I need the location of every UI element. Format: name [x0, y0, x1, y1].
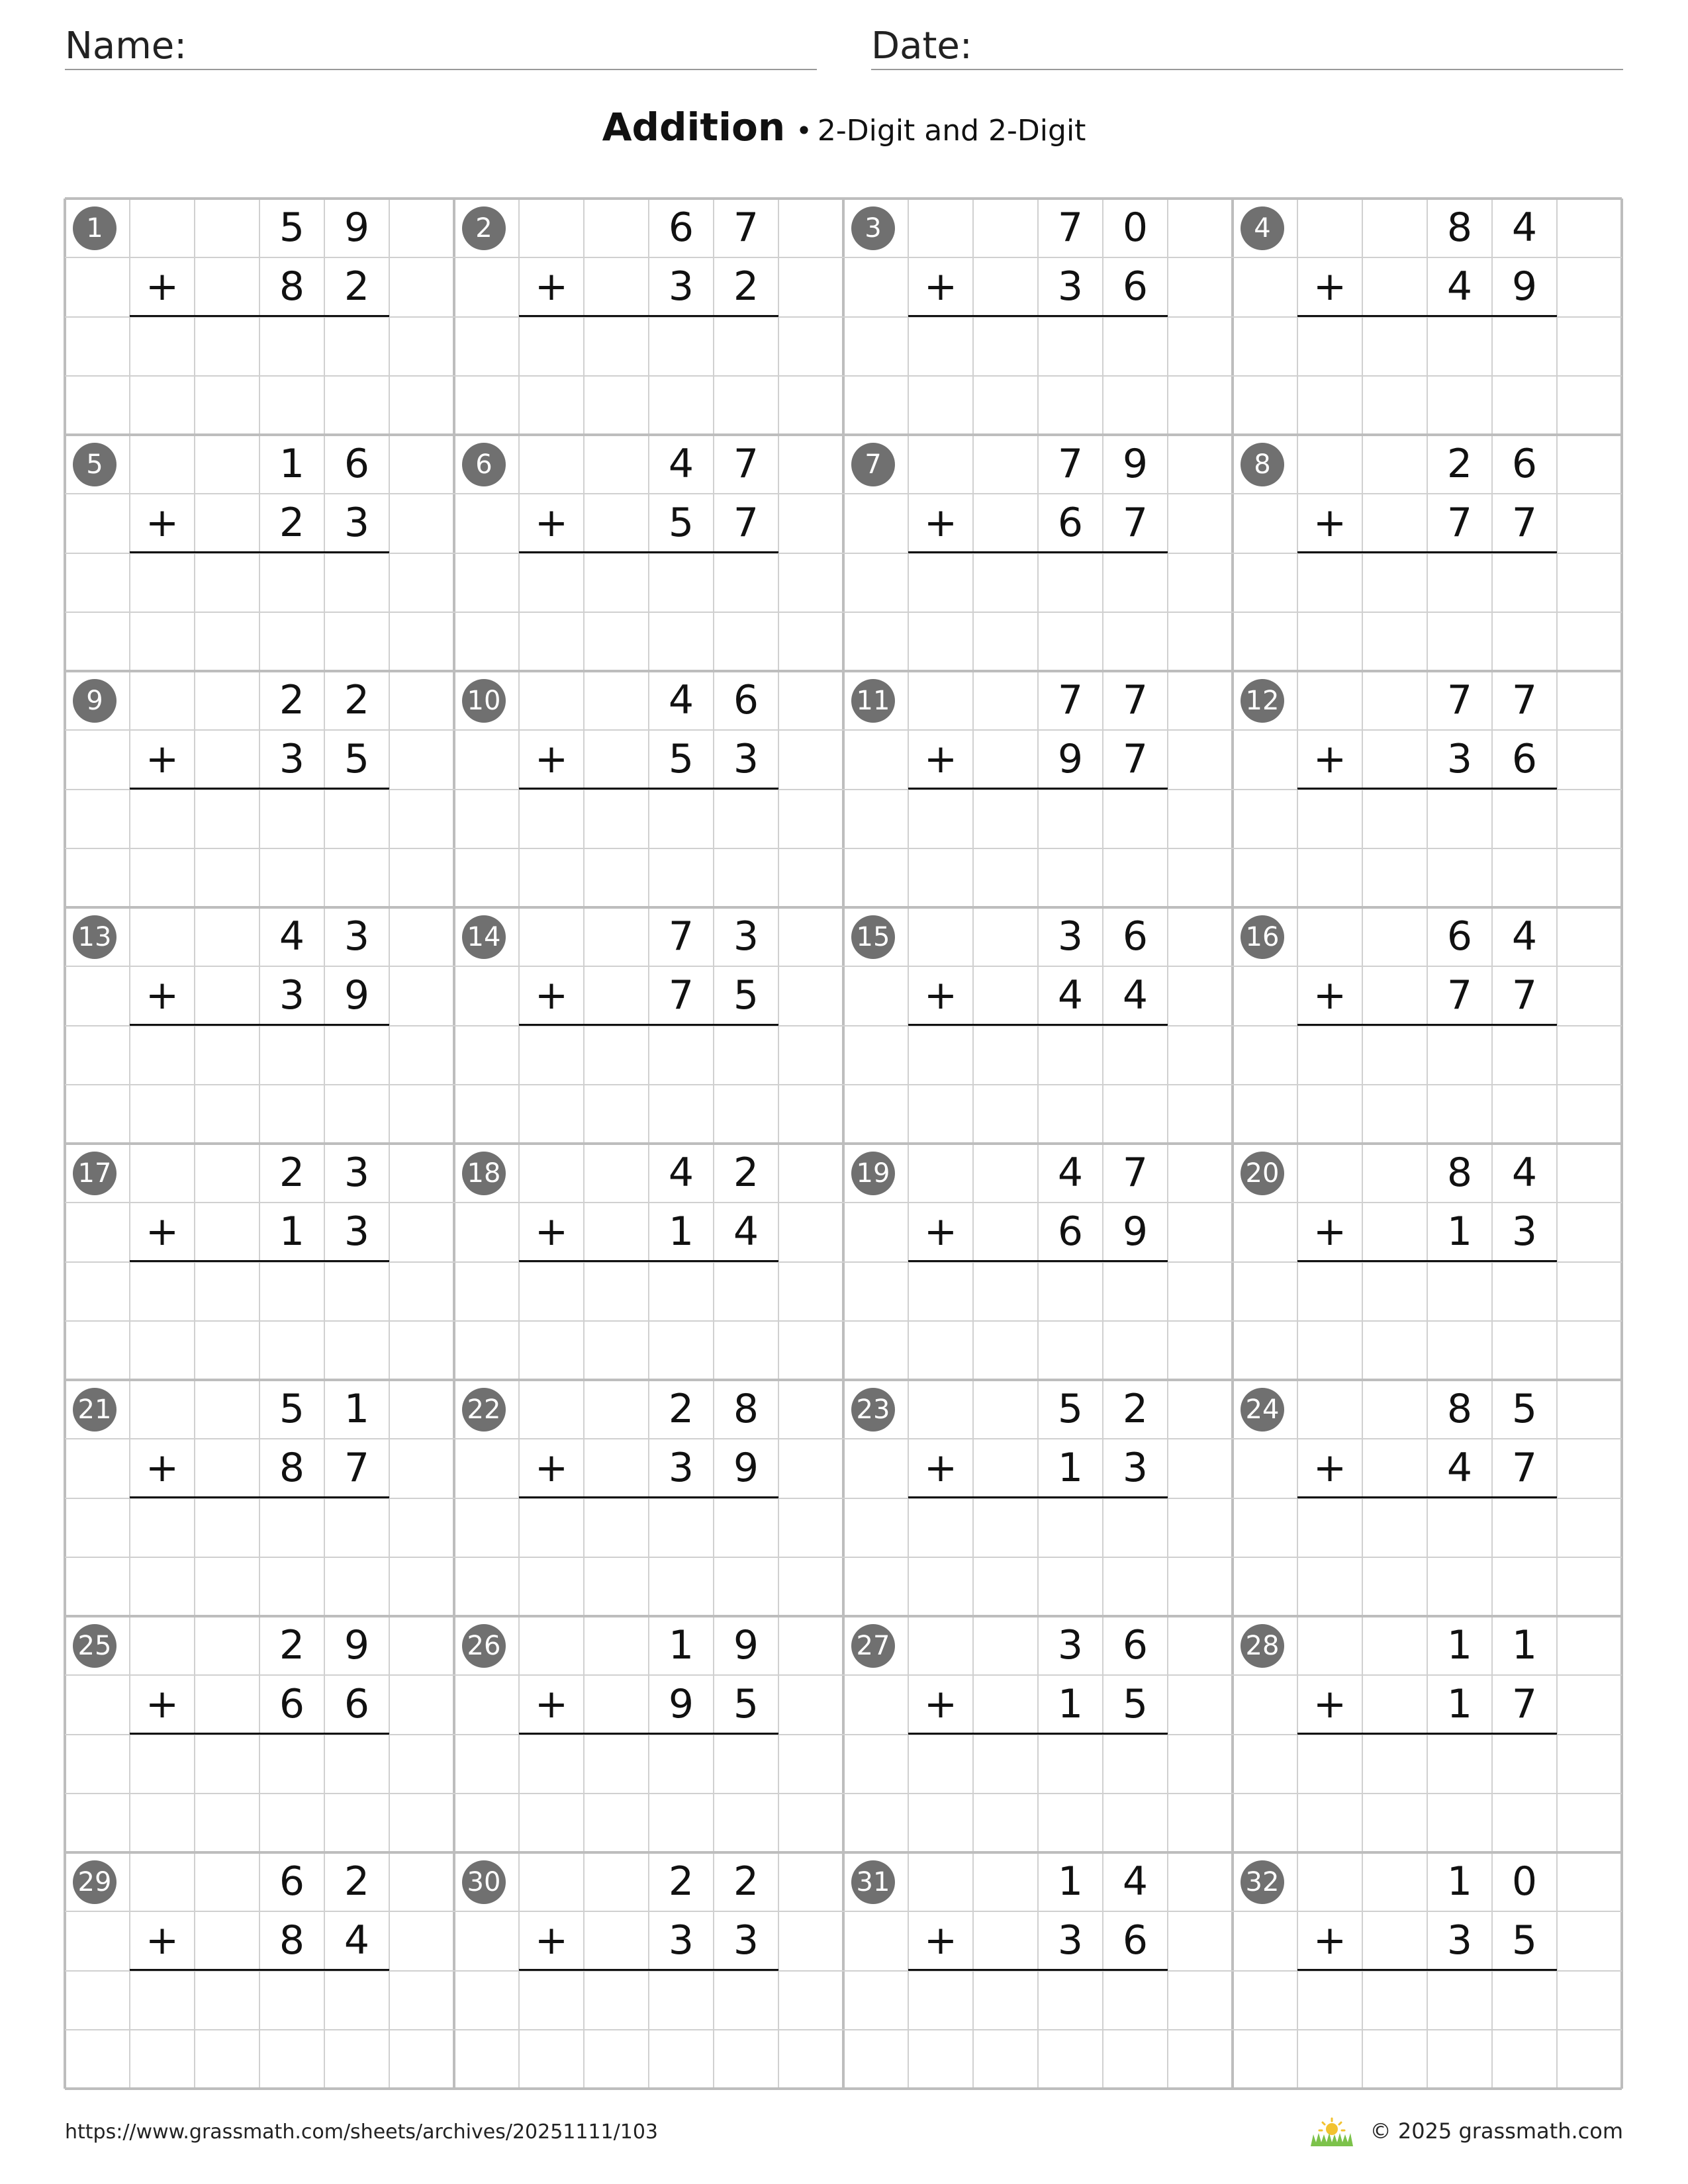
plus-operator: +	[534, 1208, 569, 1255]
top-digit: 3	[733, 913, 759, 960]
addition-problem	[1233, 1144, 1622, 1380]
addition-problem	[843, 435, 1233, 671]
top-digit: 4	[668, 1150, 694, 1196]
plus-operator: +	[534, 1917, 569, 1964]
bottom-digit: 2	[279, 500, 305, 546]
problem-number-badge: 21	[73, 1388, 117, 1432]
answer-line	[1297, 1969, 1557, 1971]
top-digit: 4	[1122, 1858, 1149, 1905]
bottom-digit: 5	[344, 736, 370, 782]
top-digit: 6	[279, 1858, 305, 1905]
plus-operator: +	[923, 500, 958, 546]
problem-number-badge: 25	[73, 1624, 117, 1668]
addition-problem	[843, 1616, 1233, 1852]
addition-problem	[843, 1144, 1233, 1380]
problem-number-badge: 8	[1241, 443, 1284, 486]
plus-operator: +	[534, 972, 569, 1019]
title-separator: •	[796, 114, 812, 147]
bottom-digit: 3	[668, 1445, 694, 1491]
plus-operator: +	[534, 500, 569, 546]
bottom-digit: 3	[733, 1917, 759, 1964]
top-digit: 5	[279, 205, 305, 251]
answer-line	[519, 1969, 778, 1971]
problem-number-badge: 28	[1241, 1624, 1284, 1668]
problem-number-badge: 6	[462, 443, 506, 486]
addition-problem	[454, 1380, 843, 1616]
top-digit: 2	[733, 1150, 759, 1196]
plus-operator: +	[145, 263, 179, 310]
bottom-digit: 7	[668, 972, 694, 1019]
footer-url: https://www.grassmath.com/sheets/archives/20251111/103	[65, 2120, 659, 2144]
addition-problem	[454, 671, 843, 907]
bottom-digit: 7	[1446, 972, 1473, 1019]
bottom-digit: 1	[1057, 1445, 1084, 1491]
top-digit: 2	[733, 1858, 759, 1905]
addition-problem	[65, 1144, 454, 1380]
top-digit: 7	[1057, 677, 1084, 723]
problem-number-badge: 5	[73, 443, 117, 486]
top-digit: 7	[1122, 677, 1149, 723]
addition-problem	[843, 671, 1233, 907]
bottom-digit: 6	[279, 1681, 305, 1727]
problem-number-badge: 3	[851, 206, 895, 250]
problem-number-badge: 14	[462, 915, 506, 959]
top-digit: 5	[1511, 1386, 1538, 1432]
problem-number-badge: 7	[851, 443, 895, 486]
top-digit: 1	[1057, 1858, 1084, 1905]
top-digit: 6	[344, 441, 370, 487]
bottom-digit: 2	[733, 263, 759, 310]
top-digit: 7	[1057, 205, 1084, 251]
problem-number-badge: 2	[462, 206, 506, 250]
problem-number-badge: 11	[851, 679, 895, 723]
bottom-digit: 3	[1446, 736, 1473, 782]
top-digit: 0	[1122, 205, 1149, 251]
problem-number-badge: 22	[462, 1388, 506, 1432]
addition-problem	[454, 1616, 843, 1852]
addition-problem	[1233, 1380, 1622, 1616]
top-digit: 9	[1122, 441, 1149, 487]
bottom-digit: 4	[1446, 263, 1473, 310]
bottom-digit: 7	[1511, 972, 1538, 1019]
plus-operator: +	[923, 1917, 958, 1964]
bottom-digit: 9	[1122, 1208, 1149, 1255]
addition-problem	[1233, 907, 1622, 1144]
bottom-digit: 7	[733, 500, 759, 546]
answer-line	[1297, 551, 1557, 553]
top-digit: 7	[733, 205, 759, 251]
top-digit: 8	[1446, 1386, 1473, 1432]
name-field[interactable]	[65, 23, 817, 70]
problem-number-badge: 17	[73, 1152, 117, 1195]
answer-line	[908, 315, 1168, 317]
top-digit: 6	[1446, 913, 1473, 960]
top-digit: 4	[1511, 913, 1538, 960]
top-digit: 4	[1511, 205, 1538, 251]
plus-operator: +	[145, 1445, 179, 1491]
answer-line	[1297, 1260, 1557, 1262]
top-digit: 1	[344, 1386, 370, 1432]
top-digit: 3	[1057, 913, 1084, 960]
top-digit: 1	[1511, 1622, 1538, 1668]
problem-number-badge: 12	[1241, 679, 1284, 723]
addition-problem	[1233, 1616, 1622, 1852]
top-digit: 1	[668, 1622, 694, 1668]
plus-operator: +	[1313, 1208, 1347, 1255]
plus-operator: +	[1313, 1681, 1347, 1727]
top-digit: 7	[1122, 1150, 1149, 1196]
bottom-digit: 3	[1446, 1917, 1473, 1964]
bottom-digit: 9	[1057, 736, 1084, 782]
plus-operator: +	[534, 263, 569, 310]
top-digit: 9	[344, 1622, 370, 1668]
bottom-digit: 7	[1511, 1445, 1538, 1491]
answer-line	[519, 315, 778, 317]
top-digit: 7	[733, 441, 759, 487]
answer-line	[908, 1024, 1168, 1026]
bottom-digit: 7	[1446, 500, 1473, 546]
bottom-digit: 6	[1057, 500, 1084, 546]
bottom-digit: 3	[1511, 1208, 1538, 1255]
bottom-digit: 3	[1122, 1445, 1149, 1491]
bottom-digit: 7	[1511, 500, 1538, 546]
addition-problem	[65, 1852, 454, 2089]
top-digit: 4	[1057, 1150, 1084, 1196]
answer-line	[519, 1733, 778, 1735]
answer-line	[519, 1260, 778, 1262]
plus-operator: +	[923, 263, 958, 310]
answer-line	[908, 1969, 1168, 1971]
bottom-digit: 6	[1511, 736, 1538, 782]
problem-number-badge: 10	[462, 679, 506, 723]
plus-operator: +	[923, 1681, 958, 1727]
plus-operator: +	[923, 736, 958, 782]
top-digit: 4	[1511, 1150, 1538, 1196]
answer-line	[130, 1260, 389, 1262]
top-digit: 8	[1446, 205, 1473, 251]
addition-problem	[65, 435, 454, 671]
bottom-digit: 4	[1122, 972, 1149, 1019]
plus-operator: +	[534, 1445, 569, 1491]
top-digit: 2	[1122, 1386, 1149, 1432]
bottom-digit: 7	[344, 1445, 370, 1491]
problem-number-badge: 32	[1241, 1860, 1284, 1904]
addition-problem	[1233, 199, 1622, 435]
bottom-digit: 6	[1122, 263, 1149, 310]
answer-line	[1297, 1496, 1557, 1498]
plus-operator: +	[923, 972, 958, 1019]
bottom-digit: 4	[344, 1917, 370, 1964]
problem-number-badge: 31	[851, 1860, 895, 1904]
plus-operator: +	[1313, 972, 1347, 1019]
answer-line	[130, 1733, 389, 1735]
top-digit: 8	[1446, 1150, 1473, 1196]
bottom-digit: 1	[1446, 1208, 1473, 1255]
plus-operator: +	[923, 1208, 958, 1255]
answer-line	[130, 1496, 389, 1498]
top-digit: 2	[279, 1150, 305, 1196]
plus-operator: +	[145, 1208, 179, 1255]
top-digit: 9	[733, 1622, 759, 1668]
title-main: Addition	[602, 105, 786, 150]
problem-number-badge: 24	[1241, 1388, 1284, 1432]
top-digit: 5	[1057, 1386, 1084, 1432]
addition-problem	[843, 1852, 1233, 2089]
plus-operator: +	[1313, 263, 1347, 310]
problem-number-badge: 23	[851, 1388, 895, 1432]
answer-line	[519, 551, 778, 553]
plus-operator: +	[145, 736, 179, 782]
problem-number-badge: 4	[1241, 206, 1284, 250]
bottom-digit: 3	[668, 1917, 694, 1964]
addition-problem	[454, 1144, 843, 1380]
answer-line	[130, 1024, 389, 1026]
answer-line	[908, 551, 1168, 553]
answer-line	[908, 1260, 1168, 1262]
addition-problem	[454, 435, 843, 671]
answer-line	[1297, 788, 1557, 790]
bottom-digit: 3	[1057, 263, 1084, 310]
answer-line	[130, 315, 389, 317]
bottom-digit: 3	[668, 263, 694, 310]
addition-problem	[1233, 1852, 1622, 2089]
bottom-digit: 1	[279, 1208, 305, 1255]
problem-number-badge: 19	[851, 1152, 895, 1195]
bottom-digit: 6	[1122, 1917, 1149, 1964]
addition-problem	[454, 1852, 843, 2089]
top-digit: 7	[668, 913, 694, 960]
bottom-digit: 3	[1057, 1917, 1084, 1964]
plus-operator: +	[1313, 1917, 1347, 1964]
grass-sun-logo-icon	[1308, 2116, 1356, 2146]
bottom-digit: 2	[344, 263, 370, 310]
date-label: Date:	[871, 24, 972, 68]
top-digit: 6	[668, 205, 694, 251]
bottom-digit: 9	[1511, 263, 1538, 310]
problem-number-badge: 13	[73, 915, 117, 959]
top-digit: 6	[1511, 441, 1538, 487]
bottom-digit: 5	[668, 736, 694, 782]
top-digit: 9	[344, 205, 370, 251]
bottom-digit: 4	[733, 1208, 759, 1255]
top-digit: 7	[1511, 677, 1538, 723]
problem-number-badge: 16	[1241, 915, 1284, 959]
date-field[interactable]	[871, 23, 1623, 70]
top-digit: 3	[344, 1150, 370, 1196]
top-digit: 3	[1057, 1622, 1084, 1668]
answer-line	[130, 1969, 389, 1971]
top-digit: 1	[1446, 1622, 1473, 1668]
top-digit: 5	[279, 1386, 305, 1432]
answer-line	[908, 1733, 1168, 1735]
bottom-digit: 5	[733, 1681, 759, 1727]
bottom-digit: 8	[279, 263, 305, 310]
top-digit: 2	[279, 1622, 305, 1668]
top-digit: 6	[1122, 1622, 1149, 1668]
top-digit: 2	[1446, 441, 1473, 487]
bottom-digit: 4	[1446, 1445, 1473, 1491]
answer-line	[1297, 1733, 1557, 1735]
plus-operator: +	[145, 500, 179, 546]
answer-line	[519, 1024, 778, 1026]
addition-problem	[65, 1380, 454, 1616]
bottom-digit: 3	[279, 736, 305, 782]
bottom-digit: 6	[344, 1681, 370, 1727]
top-digit: 3	[344, 913, 370, 960]
top-digit: 2	[344, 677, 370, 723]
problem-number-badge: 18	[462, 1152, 506, 1195]
worksheet-title	[0, 105, 1688, 150]
answer-line	[130, 788, 389, 790]
top-digit: 4	[668, 677, 694, 723]
problem-grid	[65, 199, 1622, 2089]
plus-operator: +	[923, 1445, 958, 1491]
top-digit: 2	[668, 1858, 694, 1905]
answer-line	[1297, 315, 1557, 317]
answer-line	[908, 1496, 1168, 1498]
bottom-digit: 8	[279, 1917, 305, 1964]
answer-line	[519, 1496, 778, 1498]
plus-operator: +	[534, 1681, 569, 1727]
bottom-digit: 8	[279, 1445, 305, 1491]
top-digit: 0	[1511, 1858, 1538, 1905]
bottom-digit: 9	[344, 972, 370, 1019]
bottom-digit: 1	[668, 1208, 694, 1255]
addition-problem	[1233, 435, 1622, 671]
addition-problem	[454, 199, 843, 435]
addition-problem	[454, 907, 843, 1144]
plus-operator: +	[1313, 500, 1347, 546]
bottom-digit: 3	[279, 972, 305, 1019]
bottom-digit: 1	[1446, 1681, 1473, 1727]
problem-number-badge: 15	[851, 915, 895, 959]
addition-problem	[65, 199, 454, 435]
bottom-digit: 9	[668, 1681, 694, 1727]
top-digit: 2	[279, 677, 305, 723]
top-digit: 2	[668, 1386, 694, 1432]
top-digit: 2	[344, 1858, 370, 1905]
bottom-digit: 1	[1057, 1681, 1084, 1727]
top-digit: 6	[1122, 913, 1149, 960]
plus-operator: +	[145, 1681, 179, 1727]
name-label: Name:	[65, 24, 187, 68]
addition-problem	[843, 199, 1233, 435]
top-digit: 4	[668, 441, 694, 487]
title-subtitle: 2-Digit and 2-Digit	[817, 114, 1086, 148]
problem-number-badge: 1	[73, 206, 117, 250]
addition-problem	[843, 1380, 1233, 1616]
bottom-digit: 9	[733, 1445, 759, 1491]
plus-operator: +	[1313, 736, 1347, 782]
problem-number-badge: 27	[851, 1624, 895, 1668]
plus-operator: +	[145, 1917, 179, 1964]
addition-problem	[1233, 671, 1622, 907]
top-digit: 8	[733, 1386, 759, 1432]
top-digit: 7	[1057, 441, 1084, 487]
bottom-digit: 7	[1511, 1681, 1538, 1727]
answer-line	[1297, 1024, 1557, 1026]
problem-number-badge: 29	[73, 1860, 117, 1904]
top-digit: 7	[1446, 677, 1473, 723]
bottom-digit: 6	[1057, 1208, 1084, 1255]
addition-problem	[65, 1616, 454, 1852]
bottom-digit: 3	[733, 736, 759, 782]
plus-operator: +	[145, 972, 179, 1019]
bottom-digit: 5	[1511, 1917, 1538, 1964]
addition-problem	[65, 671, 454, 907]
plus-operator: +	[534, 736, 569, 782]
footer-branding	[1308, 2115, 1623, 2147]
addition-problem	[843, 907, 1233, 1144]
top-digit: 6	[733, 677, 759, 723]
bottom-digit: 5	[733, 972, 759, 1019]
copyright-text: © 2025 grassmath.com	[1370, 2118, 1623, 2144]
addition-problem	[65, 907, 454, 1144]
top-digit: 1	[279, 441, 305, 487]
bottom-digit: 4	[1057, 972, 1084, 1019]
plus-operator: +	[1313, 1445, 1347, 1491]
answer-line	[908, 788, 1168, 790]
bottom-digit: 3	[344, 1208, 370, 1255]
bottom-digit: 5	[1122, 1681, 1149, 1727]
top-digit: 1	[1446, 1858, 1473, 1905]
bottom-digit: 7	[1122, 500, 1149, 546]
problem-number-badge: 30	[462, 1860, 506, 1904]
problem-number-badge: 9	[73, 679, 117, 723]
top-digit: 4	[279, 913, 305, 960]
problem-number-badge: 20	[1241, 1152, 1284, 1195]
answer-line	[519, 788, 778, 790]
bottom-digit: 7	[1122, 736, 1149, 782]
answer-line	[130, 551, 389, 553]
bottom-digit: 5	[668, 500, 694, 546]
problem-number-badge: 26	[462, 1624, 506, 1668]
bottom-digit: 3	[344, 500, 370, 546]
